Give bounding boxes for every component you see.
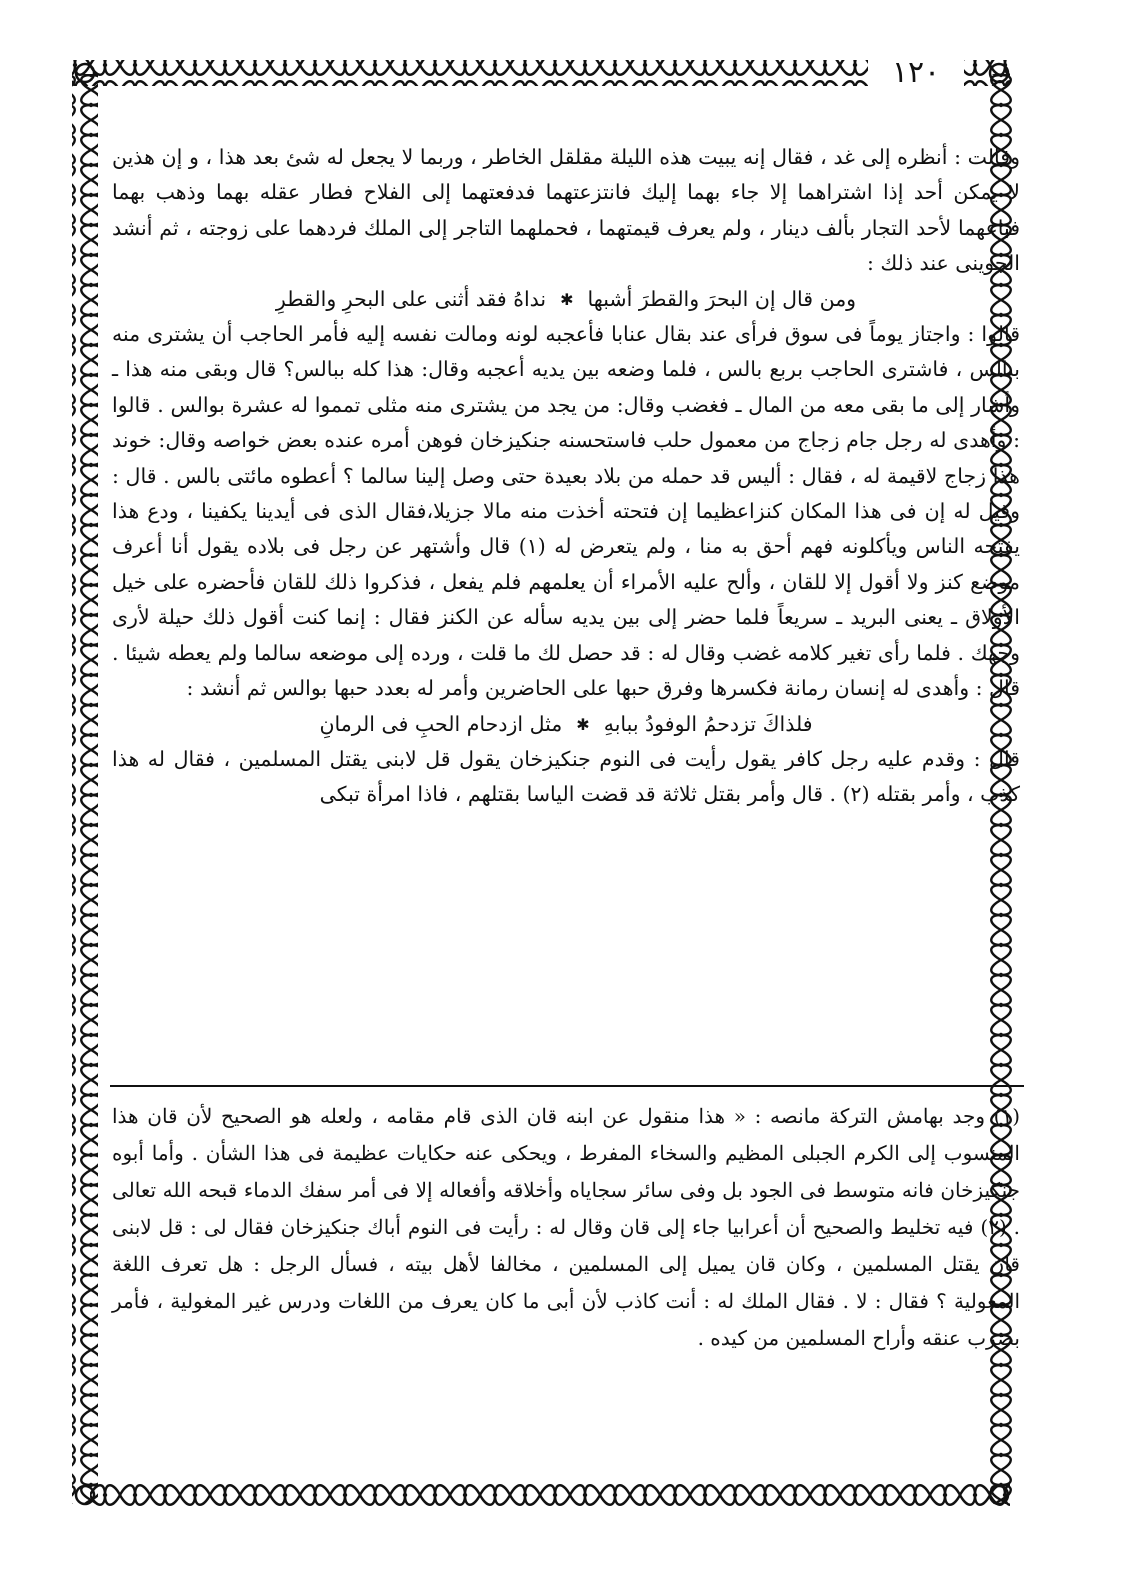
verse-1	[112, 282, 1020, 317]
border-bottom	[90, 1482, 1010, 1508]
verse-1-first-hemistich: ومن قال إن البحرَ والقطرَ أشبها	[587, 286, 857, 311]
star-separator-icon: ✱	[560, 289, 574, 309]
star-separator-icon: ✱	[576, 714, 590, 734]
verse-2	[112, 707, 1020, 742]
footnote-divider	[110, 1085, 1024, 1087]
main-text	[112, 140, 1020, 813]
verse-2-second-hemistich: مثل ازدحام الحبِ فى الرمانِ	[319, 711, 563, 736]
verse-1-second-hemistich: نداهُ فقد أثنى على البحرِ والقطرِ	[275, 286, 547, 311]
verse-2-first-hemistich: فلذاكَ تزدحمُ الوفودُ ببابهِ	[603, 711, 813, 736]
footnote-text: (١) وجد بهامش التركة مانصه : « هذا منقول عن ابنه قان الذى قام مقامه ، ولعله هو الصحيح لأن قان هذا المنسوب إلى الكرم الجبلى المظيم والسخاء المفرط ، ويحكى عنه حكايات عظيمة فى هذا الشأن . وأما أبوه جنكيزخان فانه متوسط فى الجود بل وفى سائر سجاياه وأخلاقه وأفعاله إلا فى أمر سفك الدماء قبحه الله تعالى . (٢) فيه تخليط والصحيح أن أعرابيا جاء إلى قان وقال له : رأيت فى النوم أباك جنكيزخان فقال لى : قل لابنى قان يقتل المسلمين ، وكان قان يميل إلى المسلمين ، مخالفا لأهل بيته ، فسأل الرجل : هل تعرف اللغة المغولية ؟ فقال : لا . فقال الملك له : أنت كاذب لأن أبى ما كان يعرف من اللغات ودرس غير المغولية ، فأمر بضرب عنقه وأراح المسلمين من كيده .	[112, 1104, 1020, 1350]
page-number: ١٢٠	[868, 56, 964, 90]
paragraph-2: قالوا : واجتاز يوماً فى سوق فرأى عند بقال عنابا فأعجبه لونه ومالت نفسه إليه فأمر الحاجب أن يشترى منه ببالس ، فاشترى الحاجب بربع بالس ، فلما وضعه بين يديه أعجبه وقال: هذا كله ببالس؟ قال وبقى منه هذا ـ وأشار إلى ما بقى معه من المال ـ فغضب وقال: من يجد من يشترى منه مثلى تمموا له عشرة بوالس . قالوا : وأهدى له رجل جام زجاج من معمول حلب فاستحسنه جنكيزخان فوهن أمره عنده بعض خواصه وقال: خوند هذا زجاج لاقيمة له ، فقال : أليس قد حمله من بلاد بعيدة حتى وصل إلينا سالما ؟ أعطوه مائتى بالس . قال : وقيل له إن فى هذا المكان كنزاعظيما إن فتحته أخذت منه مالا جزيلا،فقال الذى فى أيدينا يكفينا ، ودع هذا يفتحه الناس ويأكلونه فهم أحق به منا ، ولم يتعرض له (١) قال وأشتهر عن رجل فى بلاده يقول أنا أعرف موضع كنز ولا أقول إلا للقان ، وألح عليه الأمراء أن يعلمهم فلم يفعل ، فذكروا ذلك للقان فأحضره على خيل الأولاق ـ يعنى البريد ـ سريعاً فلما حضر إلى بين يديه سأله عن الكنز فقال : إنما كنت أقول ذلك حيلة لأرى وجهك . فلما رأى تغير كلامه غضب وقال له : قد حصل لك ما قلت ، ورده إلى موضعه سالما ولم يعطه شيئا . قال : وأهدى له إنسان رمانة فكسرها وفرق حبها على الحاضرين وأمر له بعدد حبها بوالس ثم أنشد :	[112, 322, 1020, 701]
paragraph-3: قال : وقدم عليه رجل كافر يقول رأيت فى النوم جنكيزخان يقول قل لابنى يقتل المسلمين ، فقال له هذا كذب ، وأمر بقتله (٢) . قال وأمر بقتل ثلاثة قد قضت الياسا بقتلهم ، فاذا امرأة تبكى	[112, 746, 1020, 807]
border-left	[72, 74, 98, 1504]
paragraph-1: وقالت : أنظره إلى غد ، فقال إنه يبيت هذه الليلة مقلقل الخاطر ، وربما لا يجعل له شئ بعد هذا ، و إن هذين لا يمكن أحد إذا اشتراهما إلا جاء بهما إليك فانتزعتهما فدفعتهما إلى الفلاح فطار عقله بهما وذهب بهما فباعهما لأحد التجار بألف دينار ، ولم يعرف قيمتهما ، فحملهما التاجر إلى الملك فردهما على زوجته ، ثم أنشد الجوينى عند ذلك :	[112, 145, 1020, 276]
footnotes	[112, 1098, 1020, 1357]
